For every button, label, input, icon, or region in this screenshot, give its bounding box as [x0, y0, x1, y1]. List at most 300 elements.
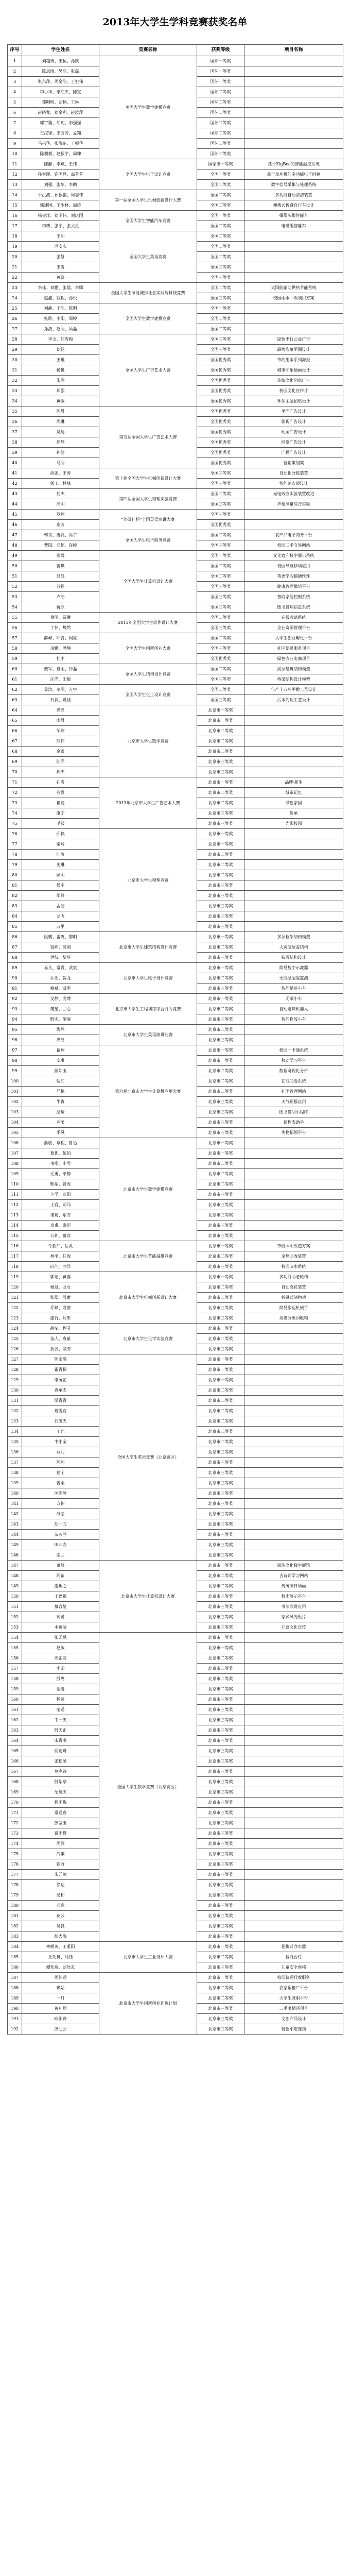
- row-index: 84: [8, 911, 22, 922]
- table-row: [8, 1633, 343, 1643]
- row-index: 119: [8, 1272, 22, 1282]
- row-index: 59: [8, 654, 22, 664]
- student-name: 俞敏、章程、鲁迅: [22, 1138, 99, 1148]
- competition-name: 北京市大学生工业设计大赛: [99, 1942, 197, 1973]
- project-name: 余热回收装置: [244, 1251, 343, 1262]
- award-level: 北京市三等奖: [197, 1808, 244, 1818]
- row-index: 183: [8, 1931, 22, 1942]
- project-name: [244, 1375, 343, 1385]
- header-student-name: 学生姓名: [22, 45, 99, 56]
- row-index: 129: [8, 1375, 22, 1385]
- student-name: 侯宇: [22, 880, 99, 891]
- student-name: 段鹏、雷鸣、黎明: [22, 932, 99, 942]
- student-name: 殷天正: [22, 1725, 99, 1736]
- project-name: 二手书循环项目: [244, 2004, 343, 2014]
- student-name: 黄药师: [22, 2004, 99, 2014]
- row-index: 98: [8, 1056, 22, 1066]
- project-name: [244, 1530, 343, 1540]
- award-level: 北京市二等奖: [197, 850, 244, 860]
- student-name: 李小丰、李红杰、陈宝: [22, 87, 99, 97]
- project-name: [244, 1324, 343, 1334]
- student-name: 白露: [22, 788, 99, 798]
- row-index: 58: [8, 643, 22, 654]
- project-name: 折叠式储物架: [244, 1293, 343, 1303]
- award-level: 北京市二等奖: [197, 1581, 244, 1591]
- student-name: 李沅芷: [22, 1375, 99, 1385]
- row-index: 56: [8, 623, 22, 633]
- award-level: 北京市三等奖: [197, 1849, 244, 1859]
- award-level: 北京市三等奖: [197, 1880, 244, 1890]
- project-name: [244, 1633, 343, 1643]
- award-level: 北京市三等奖: [197, 1859, 244, 1870]
- project-name: [244, 97, 343, 108]
- student-name: 谭处端、刘处玄: [22, 1962, 99, 1973]
- student-name: 汤和: [22, 1890, 99, 1901]
- row-index: 6: [8, 108, 22, 118]
- award-level: 全国二等奖: [197, 283, 244, 293]
- row-index: 175: [8, 1849, 22, 1859]
- award-level: 全国三等奖: [197, 623, 244, 633]
- project-name: [244, 1756, 343, 1767]
- student-name: 邹婷: [22, 726, 99, 736]
- row-index: 23: [8, 283, 22, 293]
- project-name: 校园二手交易网站: [244, 540, 343, 551]
- project-name: [244, 1746, 343, 1756]
- row-index: 190: [8, 2004, 22, 2014]
- competition-name: 北京市大学生数学建模竞赛: [99, 1138, 197, 1241]
- row-index: 65: [8, 716, 22, 726]
- award-level: 北京市二等奖: [197, 1983, 244, 1993]
- table-row: [8, 1973, 343, 1983]
- award-level: 北京市一等奖: [197, 777, 244, 788]
- row-index: 104: [8, 1117, 22, 1128]
- student-name: 汪洋、田甜: [22, 674, 99, 685]
- row-index: 97: [8, 1045, 22, 1056]
- award-level: 北京市一等奖: [197, 1633, 244, 1643]
- row-index: 189: [8, 1993, 22, 2004]
- award-level: 北京市一等奖: [197, 1045, 244, 1056]
- project-name: [244, 1880, 343, 1890]
- row-index: 137: [8, 1458, 22, 1468]
- award-level: 全国三等奖: [197, 334, 244, 345]
- award-level: 北京市三等奖: [197, 1509, 244, 1519]
- award-level: 北京市三等奖: [197, 1210, 244, 1221]
- student-name: 林平、任盈: [22, 1251, 99, 1262]
- award-level: 全国二等奖: [197, 242, 244, 252]
- student-name: 沐剑屏: [22, 1488, 99, 1499]
- student-name: 孙春晖、许国昌、高芳芳: [22, 170, 99, 180]
- row-index: 172: [8, 1818, 22, 1828]
- student-name: 谢芳: [22, 520, 99, 530]
- row-index: 76: [8, 829, 22, 839]
- award-level: 国际二等奖: [197, 149, 244, 159]
- row-index: 63: [8, 695, 22, 705]
- award-level: 全国二等奖: [197, 190, 244, 200]
- project-name: [244, 324, 343, 334]
- competition-name: 全国大学生英语竞赛: [99, 231, 197, 283]
- project-name: [244, 1190, 343, 1200]
- award-level: 北京市三等奖: [197, 819, 244, 829]
- project-name: 校园导航移动应用: [244, 561, 343, 571]
- award-level: 北京市二等奖: [197, 1282, 244, 1293]
- project-name: [244, 262, 343, 273]
- project-name: 民族文化数字展馆: [244, 1561, 343, 1571]
- student-name: 乔治、贺龙: [22, 973, 99, 984]
- award-level: 北京市三等奖: [197, 901, 244, 911]
- award-level: 北京市三等奖: [197, 1530, 244, 1540]
- project-name: 动画广告设计: [244, 427, 343, 437]
- student-name: 王曦: [22, 355, 99, 365]
- project-name: 英语学习辅助软件: [244, 571, 343, 582]
- project-name: [244, 1488, 343, 1499]
- award-level: 全国优秀奖: [197, 458, 244, 468]
- award-level: 北京市三等奖: [197, 880, 244, 891]
- project-name: 校史展示平台: [244, 1591, 343, 1602]
- award-level: 北京市二等奖: [197, 1179, 244, 1190]
- award-level: 北京市二等奖: [197, 1993, 244, 2004]
- project-name: [244, 1798, 343, 1808]
- student-name: 葛优、伍佰: [22, 1148, 99, 1159]
- student-name: 牛犇: [22, 1097, 99, 1107]
- row-index: 70: [8, 767, 22, 777]
- row-index: 124: [8, 1324, 22, 1334]
- project-name: [244, 1478, 343, 1488]
- row-index: 95: [8, 1025, 22, 1035]
- award-level: 全国二等奖: [197, 685, 244, 695]
- student-name: 慕容复: [22, 1602, 99, 1612]
- award-level: 北京市二等奖: [197, 1684, 244, 1694]
- row-index: 93: [8, 1004, 22, 1014]
- row-index: 36: [8, 417, 22, 427]
- award-level: 全国三等奖: [197, 592, 244, 602]
- award-level: 北京市三等奖: [197, 2024, 244, 2035]
- project-name: 传统文化创意广告: [244, 376, 343, 386]
- table-row: [8, 1241, 343, 1251]
- row-index: 79: [8, 860, 22, 870]
- award-level: 北京市三等奖: [197, 1478, 244, 1488]
- student-name: 郭玉、林峰: [22, 479, 99, 489]
- project-name: [244, 1921, 343, 1931]
- student-name: 蔡明、贾琳: [22, 613, 99, 623]
- award-level: 北京市三等奖: [197, 1911, 244, 1921]
- award-level: 国际一等奖: [197, 77, 244, 87]
- project-name: 失物招领平台: [244, 1128, 343, 1138]
- row-index: 139: [8, 1478, 22, 1488]
- award-level: 北京市三等奖: [197, 2014, 244, 2024]
- project-name: 营销策划案: [244, 458, 343, 468]
- award-level: 北京市三等奖: [197, 953, 244, 963]
- project-name: [244, 880, 343, 891]
- student-name: 金鑫: [22, 747, 99, 757]
- student-name: 罗婷: [22, 510, 99, 520]
- award-level: 北京市二等奖: [197, 1087, 244, 1097]
- row-index: 74: [8, 808, 22, 819]
- competition-name: 2013年北京市大学生广告艺术大赛: [99, 777, 197, 829]
- student-name: 李博、张宁、张文星: [22, 221, 99, 231]
- project-name: [244, 901, 343, 911]
- row-index: 5: [8, 97, 22, 108]
- student-name: 秦岭: [22, 839, 99, 850]
- row-index: 136: [8, 1447, 22, 1458]
- project-name: [244, 1447, 343, 1458]
- row-index: 130: [8, 1385, 22, 1396]
- award-level: 北京市二等奖: [197, 1571, 244, 1581]
- project-name: 声速测量综合实验: [244, 499, 343, 510]
- student-name: 廖晨: [22, 716, 99, 726]
- student-name: 胡一刀: [22, 1519, 99, 1530]
- competition-name: 第一届全国大学生机械创新设计大赛: [99, 190, 197, 211]
- award-level: 全国二等奖: [197, 530, 244, 540]
- student-name: 孔雪: [22, 777, 99, 788]
- row-index: 186: [8, 1962, 22, 1973]
- award-level: 北京市三等奖: [197, 1550, 244, 1561]
- competition-name: 全国大学生智能汽车竞赛: [99, 211, 197, 231]
- student-name: 陈晨: [22, 406, 99, 417]
- project-name: 太阳能辅助供热节能系统: [244, 283, 343, 293]
- row-index: 16: [8, 211, 22, 221]
- award-level: 全国二等奖: [197, 221, 244, 231]
- project-name: [244, 1931, 343, 1942]
- student-name: 韦一笑: [22, 1715, 99, 1725]
- student-name: 丘处机、马钰: [22, 1952, 99, 1962]
- row-index: 180: [8, 1901, 22, 1911]
- award-level: 北京市二等奖: [197, 726, 244, 736]
- student-name: 徐静: [22, 437, 99, 448]
- table-row: [8, 530, 343, 540]
- competition-name: “外研社杯”全国英语演讲大赛: [99, 510, 197, 530]
- row-index: 126: [8, 1344, 22, 1354]
- award-level: 北京市二等奖: [197, 973, 244, 984]
- student-name: 易凡、常青、武斌: [22, 963, 99, 973]
- table-row: [8, 664, 343, 674]
- award-level: 北京市三等奖: [197, 1190, 244, 1200]
- project-name: 健康管理微信平台: [244, 582, 343, 592]
- project-name: [244, 1035, 343, 1045]
- project-name: 节能照明改造方案: [244, 1241, 343, 1251]
- student-name: 戴军、夏雨、钟磊: [22, 664, 99, 674]
- award-level: 北京市三等奖: [197, 1035, 244, 1045]
- row-index: 10: [8, 149, 22, 159]
- award-level: 北京市三等奖: [197, 1591, 244, 1602]
- row-index: 50: [8, 561, 22, 571]
- project-name: 数据可视化分析: [244, 1066, 343, 1076]
- award-level: 北京市三等奖: [197, 767, 244, 777]
- row-index: 38: [8, 437, 22, 448]
- row-index: 192: [8, 2024, 22, 2035]
- award-level: 北京市一等奖: [197, 994, 244, 1004]
- award-level: 全国三等奖: [197, 499, 244, 510]
- project-name: [244, 1231, 343, 1241]
- award-level: 北京市三等奖: [197, 1870, 244, 1880]
- competition-name: 全国大学生化工设计竞赛: [99, 685, 197, 705]
- award-level: 北京市二等奖: [197, 1293, 244, 1303]
- award-level: 北京市三等奖: [197, 757, 244, 767]
- row-index: 153: [8, 1622, 22, 1633]
- project-name: [244, 1911, 343, 1921]
- table-row: [8, 705, 343, 716]
- project-name: [244, 829, 343, 839]
- competition-name: 北京市大学生机械创新设计大赛: [99, 1272, 197, 1324]
- award-level: 北京市二等奖: [197, 1004, 244, 1014]
- row-index: 19: [8, 242, 22, 252]
- project-name: 污水处理工艺设计: [244, 695, 343, 705]
- row-index: 37: [8, 427, 22, 437]
- award-level: 全国二等奖: [197, 231, 244, 242]
- award-level: 北京市三等奖: [197, 1488, 244, 1499]
- student-name: 彭博: [22, 551, 99, 561]
- student-name: 方怡: [22, 1499, 99, 1509]
- student-name: 石破天: [22, 1416, 99, 1427]
- student-name: 吴良: [22, 1921, 99, 1931]
- student-name: 萧峰: [22, 1561, 99, 1571]
- award-level: 全国三等奖: [197, 540, 244, 551]
- row-index: 88: [8, 953, 22, 963]
- project-name: [244, 66, 343, 77]
- row-index: 40: [8, 458, 22, 468]
- student-name: 霍青桐: [22, 1365, 99, 1375]
- student-name: 樊星、兰心: [22, 1004, 99, 1014]
- award-level: 北京市一等奖: [197, 932, 244, 942]
- student-name: 史琳: [22, 860, 99, 870]
- row-index: 96: [8, 1035, 22, 1045]
- award-level: 北京市二等奖: [197, 1334, 244, 1344]
- row-index: 67: [8, 736, 22, 747]
- student-name: 郭建国、王少林、周涛: [22, 200, 99, 211]
- student-name: 张无忌: [22, 1633, 99, 1643]
- student-name: 李文、何雪梅: [22, 334, 99, 345]
- award-level: 国家级一等奖: [197, 159, 244, 170]
- student-name: 丁珰: [22, 1427, 99, 1437]
- student-name: 刘强、张华、李鹏: [22, 180, 99, 190]
- student-name: 邹明明、刘楠、王琳: [22, 97, 99, 108]
- student-name: 赵敏: [22, 1643, 99, 1653]
- table-row: [8, 468, 343, 479]
- project-name: [244, 705, 343, 716]
- project-name: [244, 1200, 343, 1210]
- project-name: [244, 1148, 343, 1159]
- award-level: 北京市三等奖: [197, 1828, 244, 1839]
- row-index: 24: [8, 293, 22, 303]
- project-name: [244, 1715, 343, 1725]
- project-name: 校园节水系统: [244, 1262, 343, 1272]
- student-name: 郭宇翔、胡珂、李强强: [22, 118, 99, 128]
- award-level: 北京市一等奖: [197, 1241, 244, 1251]
- row-index: 20: [8, 252, 22, 262]
- award-level: 北京市一等奖: [197, 1272, 244, 1282]
- table-row: [8, 1272, 343, 1282]
- student-name: 倪红: [22, 1076, 99, 1087]
- row-index: 31: [8, 365, 22, 376]
- award-level: 北京市三等奖: [197, 1499, 244, 1509]
- award-level: 北京市二等奖: [197, 1066, 244, 1076]
- award-level: 北京市一等奖: [197, 963, 244, 973]
- row-index: 113: [8, 1210, 22, 1221]
- table-row: [8, 963, 343, 973]
- row-index: 108: [8, 1159, 22, 1169]
- student-name: 谢逊: [22, 1684, 99, 1694]
- row-index: 106: [8, 1138, 22, 1148]
- student-name: 苗人、袁紫: [22, 1334, 99, 1344]
- row-index: 54: [8, 602, 22, 613]
- row-index: 122: [8, 1303, 22, 1313]
- table-body: [8, 56, 343, 2035]
- project-name: 文化遗产数字展示系统: [244, 551, 343, 561]
- student-name: 朱元璋: [22, 1870, 99, 1880]
- award-level: 北京市三等奖: [197, 1519, 244, 1530]
- student-name: 殷梨亭: [22, 1777, 99, 1787]
- student-name: 张松溪: [22, 1756, 99, 1767]
- student-name: 洪亮: [22, 1035, 99, 1045]
- row-index: 141: [8, 1499, 22, 1509]
- project-name: 自动化分拣装置: [244, 468, 343, 479]
- row-index: 103: [8, 1107, 22, 1117]
- row-index: 181: [8, 1911, 22, 1921]
- award-level: 全国三等奖: [197, 262, 244, 273]
- project-name: [244, 1540, 343, 1550]
- row-index: 171: [8, 1808, 22, 1818]
- row-index: 178: [8, 1880, 22, 1890]
- project-name: 高层建筑结构模型: [244, 664, 343, 674]
- award-level: 北京市一等奖: [197, 1942, 244, 1952]
- project-name: [244, 1179, 343, 1190]
- project-name: [244, 1025, 343, 1035]
- award-level: 北京市三等奖: [197, 1901, 244, 1911]
- competition-name: 北京市大学生英语演讲比赛: [99, 1025, 197, 1045]
- project-name: [244, 1416, 343, 1427]
- award-level: 北京市二等奖: [197, 1396, 244, 1406]
- student-name: 莫声谷: [22, 1767, 99, 1777]
- row-index: 42: [8, 479, 22, 489]
- row-index: 52: [8, 582, 22, 592]
- award-level: 北京市二等奖: [197, 747, 244, 757]
- row-index: 156: [8, 1653, 22, 1664]
- row-index: 29: [8, 345, 22, 355]
- row-index: 157: [8, 1664, 22, 1674]
- table-row: [8, 633, 343, 643]
- project-name: 环保主题招贴设计: [244, 396, 343, 406]
- row-index: 147: [8, 1561, 22, 1571]
- row-index: 11: [8, 159, 22, 170]
- student-name: 向问、曲洋: [22, 1262, 99, 1272]
- project-name: [244, 1509, 343, 1519]
- student-name: 于洪波、孙振鹏、周志伟: [22, 190, 99, 200]
- project-name: 基于ZigBee的智能温控系统: [244, 159, 343, 170]
- row-index: 26: [8, 314, 22, 324]
- student-name: 孙健: [22, 448, 99, 458]
- award-level: 全国三等奖: [197, 273, 244, 283]
- row-index: 152: [8, 1612, 22, 1622]
- row-index: 188: [8, 1983, 22, 1993]
- project-name: [244, 1828, 343, 1839]
- award-level: 北京市三等奖: [197, 1890, 244, 1901]
- project-name: 影视广告设计: [244, 417, 343, 427]
- project-name: [244, 747, 343, 757]
- student-name: 杜宇: [22, 654, 99, 664]
- student-name: 袁承志: [22, 1385, 99, 1396]
- row-index: 41: [8, 468, 22, 479]
- student-name: 周琳: [22, 417, 99, 427]
- row-index: 86: [8, 932, 22, 942]
- project-name: 绿色农业电商项目: [244, 654, 343, 664]
- student-name: 小昭: [22, 1664, 99, 1674]
- award-level: 北京市三等奖: [197, 1839, 244, 1849]
- award-level: 国际二等奖: [197, 139, 244, 149]
- student-name: 陈家洛: [22, 1354, 99, 1365]
- project-name: [244, 1870, 343, 1880]
- competition-name: 北京市大学生创新创业训练计划: [99, 1973, 197, 2035]
- student-name: 胡斐、程灵: [22, 1324, 99, 1334]
- row-index: 7: [8, 118, 22, 128]
